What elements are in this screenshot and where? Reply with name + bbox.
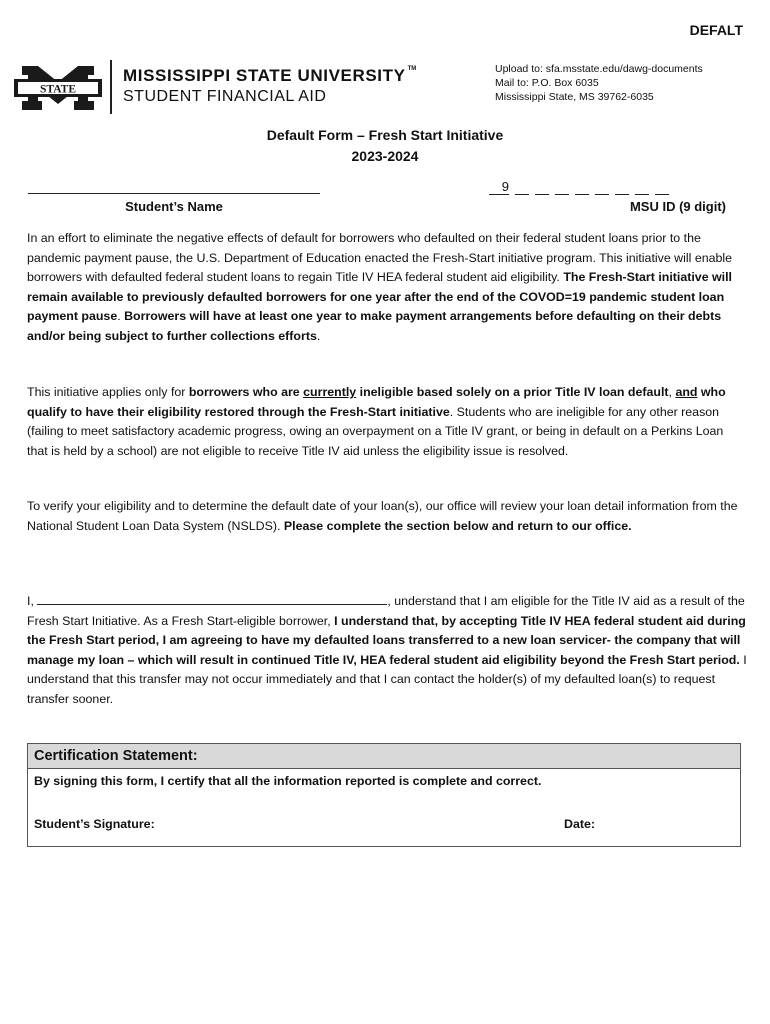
eligibility-paragraph: This initiative applies only for borrowers who are currently ineligible based solely on a prior Title IV loan default, and who qualify to have their eligibility restored through the Fresh-Start initiative. Students who are ineligible for any other reason (failing to meet satisfactory academic progress, owing an overpayment on a Title IV grant, or being in default on a Perkins Loan that is held by a school) are not eligible to receive Title IV aid unless the eligibility issue is resolved. xyxy=(27,385,726,458)
logo-text: STATE xyxy=(39,83,77,96)
msu-id-prefix: 9 xyxy=(489,179,509,195)
id-digit-slot[interactable] xyxy=(575,181,589,195)
upload-line: Upload to: sfa.msstate.edu/dawg-documents xyxy=(495,63,703,75)
mail-line: Mail to: P.O. Box 6035 xyxy=(495,77,599,89)
student-name-field[interactable] xyxy=(28,181,320,194)
student-name-label: Student’s Name xyxy=(125,199,223,214)
form-year: 2023-2024 xyxy=(351,148,419,164)
form-title xyxy=(0,125,770,167)
id-digit-slot[interactable] xyxy=(535,181,549,195)
certification-box xyxy=(27,743,741,847)
date-label: Date: xyxy=(564,817,595,831)
id-digit-slot[interactable] xyxy=(555,181,569,195)
certification-heading: Certification Statement: xyxy=(28,744,740,769)
city-line: Mississippi State, MS 39762-6035 xyxy=(495,91,654,103)
university-name: MISSISSIPPI STATE UNIVERSITY ™ xyxy=(123,66,417,85)
form-title-line1: Default Form – Fresh Start Initiative xyxy=(266,127,504,143)
verification-paragraph: To verify your eligibility and to determine the default date of your loan(s), our office will review your loan detail information from the National Student Loan Data System (NSLDS). Please complete the section below and return to our office. xyxy=(27,499,738,533)
id-digit-slot[interactable] xyxy=(515,181,529,195)
form-code: DEFALT xyxy=(689,22,743,38)
certification-statement: By signing this form, I certify that all the information reported is complete and correct. xyxy=(34,774,542,788)
intro-paragraph: In an effort to eliminate the negative effects of default for borrowers who defaulted on their federal student loans prior to the pandemic payment pause, the U.S. Department of Education enacted the Fresh-Start initiative program. This initiative will enable borrowers with defaulted federal student loans to regain Title IV HEA federal student aid eligibility. The Fresh-Start initiative will remain available to previously defaulted borrowers for one year after the end of the COVOD=19 pandemic student loan payment pause. Borrowers will have at least one year to make payment arrangements before defaulting on their debts and/or being subject to further collections efforts. xyxy=(27,231,733,343)
id-digit-slot[interactable] xyxy=(615,181,629,195)
acknowledgement-paragraph: I, , understand that I am eligible for the Title IV aid as a result of the Fresh Start Initiative. As a Fresh Start-eligible borrower, I understand that, by accepting Title IV HEA federal student aid during the Fresh Start period, I am agreeing to have my defaulted loans transferred to a new loan servicer- the company that will manage my loan – which will result in continued Title IV, HEA federal student aid eligibility beyond the Fresh Start period. I understand that this transfer may not occur immediately and that I can contact the holder(s) of my defaulted loan(s) to request transfer sooner. xyxy=(27,594,747,706)
msu-state-logo xyxy=(14,62,102,114)
letterhead xyxy=(14,58,754,118)
msu-id-label: MSU ID (9 digit) xyxy=(629,199,726,214)
id-digit-slot[interactable] xyxy=(635,181,649,195)
contact-block xyxy=(495,62,703,104)
id-digit-slot[interactable] xyxy=(595,181,609,195)
msu-id-field[interactable] xyxy=(489,179,729,195)
acknowledgement-name-field[interactable] xyxy=(37,592,387,605)
header-divider xyxy=(110,60,112,114)
trademark: TM xyxy=(407,66,417,72)
department-name: STUDENT FINANCIAL AID xyxy=(123,88,327,105)
signature-label: Student’s Signature: xyxy=(34,817,155,831)
id-digit-slot[interactable] xyxy=(655,181,669,195)
